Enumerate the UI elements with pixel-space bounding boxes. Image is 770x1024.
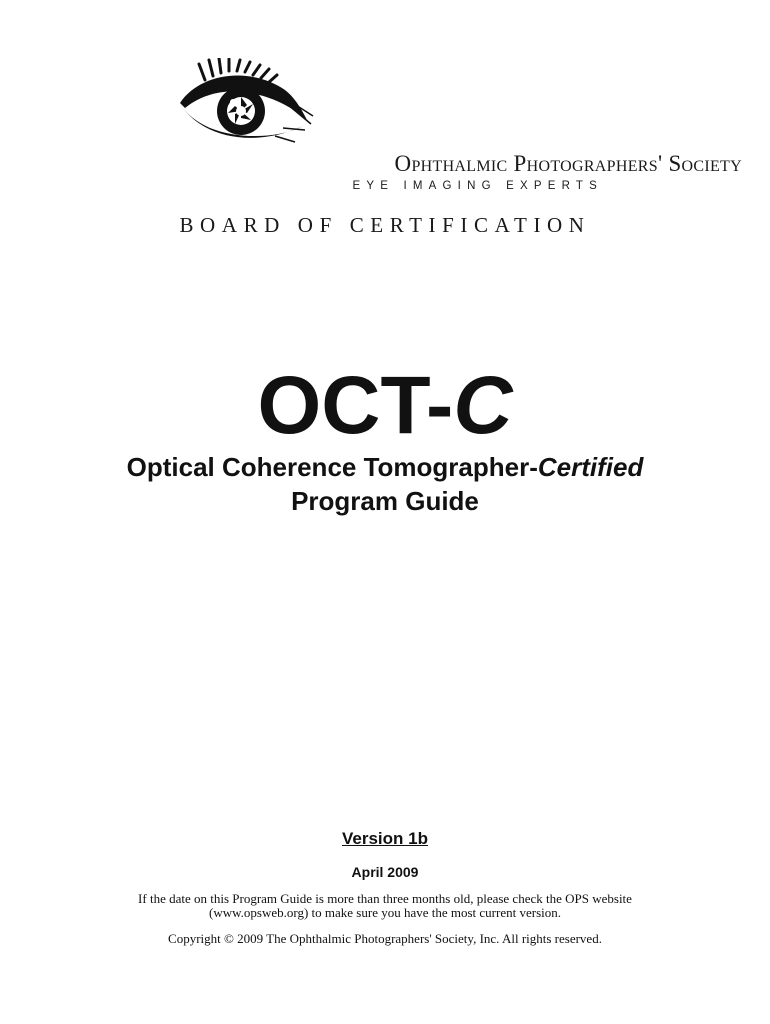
title-italic: C: [453, 360, 513, 451]
title-plain: OCT-: [257, 360, 454, 451]
copyright-notice: Copyright © 2009 The Ophthalmic Photographers' Society, Inc. All rights reserved.: [168, 931, 602, 946]
notice-line-2: (www.opsweb.org) to make sure you have the most current version.: [209, 905, 561, 920]
subtitle-line2: Program Guide: [291, 486, 479, 516]
currency-notice: [100, 892, 670, 920]
tagline: EYE IMAGING EXPERTS: [352, 180, 603, 192]
subtitle-plain: Optical Coherence Tomographer-: [126, 452, 538, 482]
publication-date: April 2009: [351, 864, 419, 880]
subtitle-italic: Certified: [537, 452, 644, 482]
version-label: Version 1b: [342, 829, 428, 848]
document-subtitle: [0, 450, 770, 518]
notice-line-1: If the date on this Program Guide is more than three months old, please check the OPS website: [138, 891, 632, 906]
document-title: [0, 356, 770, 456]
organization-name: Ophthalmic Photographers' Society: [394, 151, 742, 176]
eye-logo-icon: [175, 58, 315, 153]
board-heading: BOARD OF CERTIFICATION: [179, 213, 591, 237]
